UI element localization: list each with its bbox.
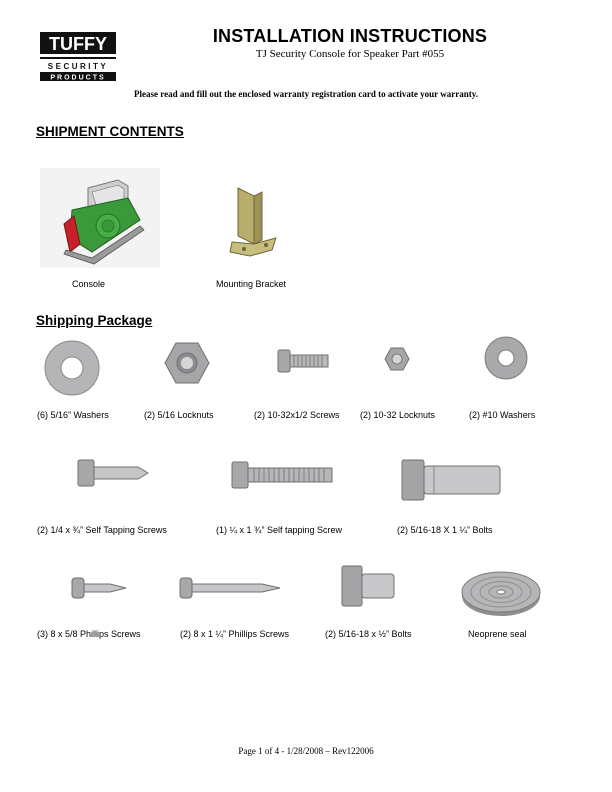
item-label: (2) 10-32 Locknuts bbox=[360, 410, 436, 420]
self-tapping-screw-short-image bbox=[76, 458, 150, 493]
item-label: (2) 5/16 Locknuts bbox=[144, 410, 214, 420]
bracket-image bbox=[228, 186, 280, 260]
locknut-10-32-image bbox=[384, 346, 410, 377]
washer-5-16-image bbox=[44, 340, 100, 401]
item-label: (2) #10 Washers bbox=[469, 410, 536, 420]
console-label: Console bbox=[72, 279, 106, 289]
bolt-5-16-long-image bbox=[400, 456, 504, 509]
page-title: INSTALLATION INSTRUCTIONS bbox=[212, 26, 488, 46]
page-footer: Page 1 of 4 - 1/28/2008 – Rev122006 bbox=[238, 746, 374, 756]
item-label: (2) 8 x 1 ¼” Phillips Screws bbox=[180, 629, 290, 639]
shipping-package-heading: Shipping Package bbox=[36, 313, 153, 328]
screw-10-32-image bbox=[276, 348, 332, 379]
page-subtitle: TJ Security Console for Speaker Part #055 bbox=[255, 48, 445, 60]
item-label: (2) 10-32x1/2 Screws bbox=[254, 410, 340, 420]
shipment-contents-heading: SHIPMENT CONTENTS bbox=[36, 124, 184, 139]
tuffy-logo bbox=[40, 28, 116, 84]
item-label: Neoprene seal bbox=[468, 629, 527, 639]
item-label: (2) 5/16-18 x ½” Bolts bbox=[325, 629, 412, 639]
phillips-screw-short-image bbox=[70, 576, 128, 605]
bracket-label: Mounting Bracket bbox=[216, 279, 287, 289]
warranty-notice: Please read and fill out the enclosed warranty registration card to activate your warranty. bbox=[134, 89, 478, 99]
phillips-screw-long-image bbox=[178, 576, 282, 605]
locknut-5-16-image bbox=[164, 340, 210, 391]
logo-line2: PRODUCTS bbox=[50, 74, 106, 82]
bolt-5-16-short-image bbox=[340, 562, 398, 615]
item-label: (2) 5/16-18 X 1 ¼” Bolts bbox=[397, 525, 493, 535]
logo-word: TUFFY bbox=[49, 34, 107, 54]
item-label: (3) 8 x 5/8 Phillips Screws bbox=[37, 629, 141, 639]
self-tapping-screw-long-image bbox=[230, 460, 340, 495]
item-label: (1) ¼ x 1 ¾” Self tapping Screw bbox=[216, 525, 343, 535]
neoprene-seal-image bbox=[460, 568, 542, 623]
washer-10-image bbox=[484, 336, 528, 385]
item-label: (6) 5/16” Washers bbox=[37, 410, 109, 420]
console-image bbox=[40, 168, 160, 268]
item-label: (2) 1/4 x ¾” Self Tapping Screws bbox=[37, 525, 167, 535]
logo-line1: SECURITY bbox=[47, 62, 109, 71]
